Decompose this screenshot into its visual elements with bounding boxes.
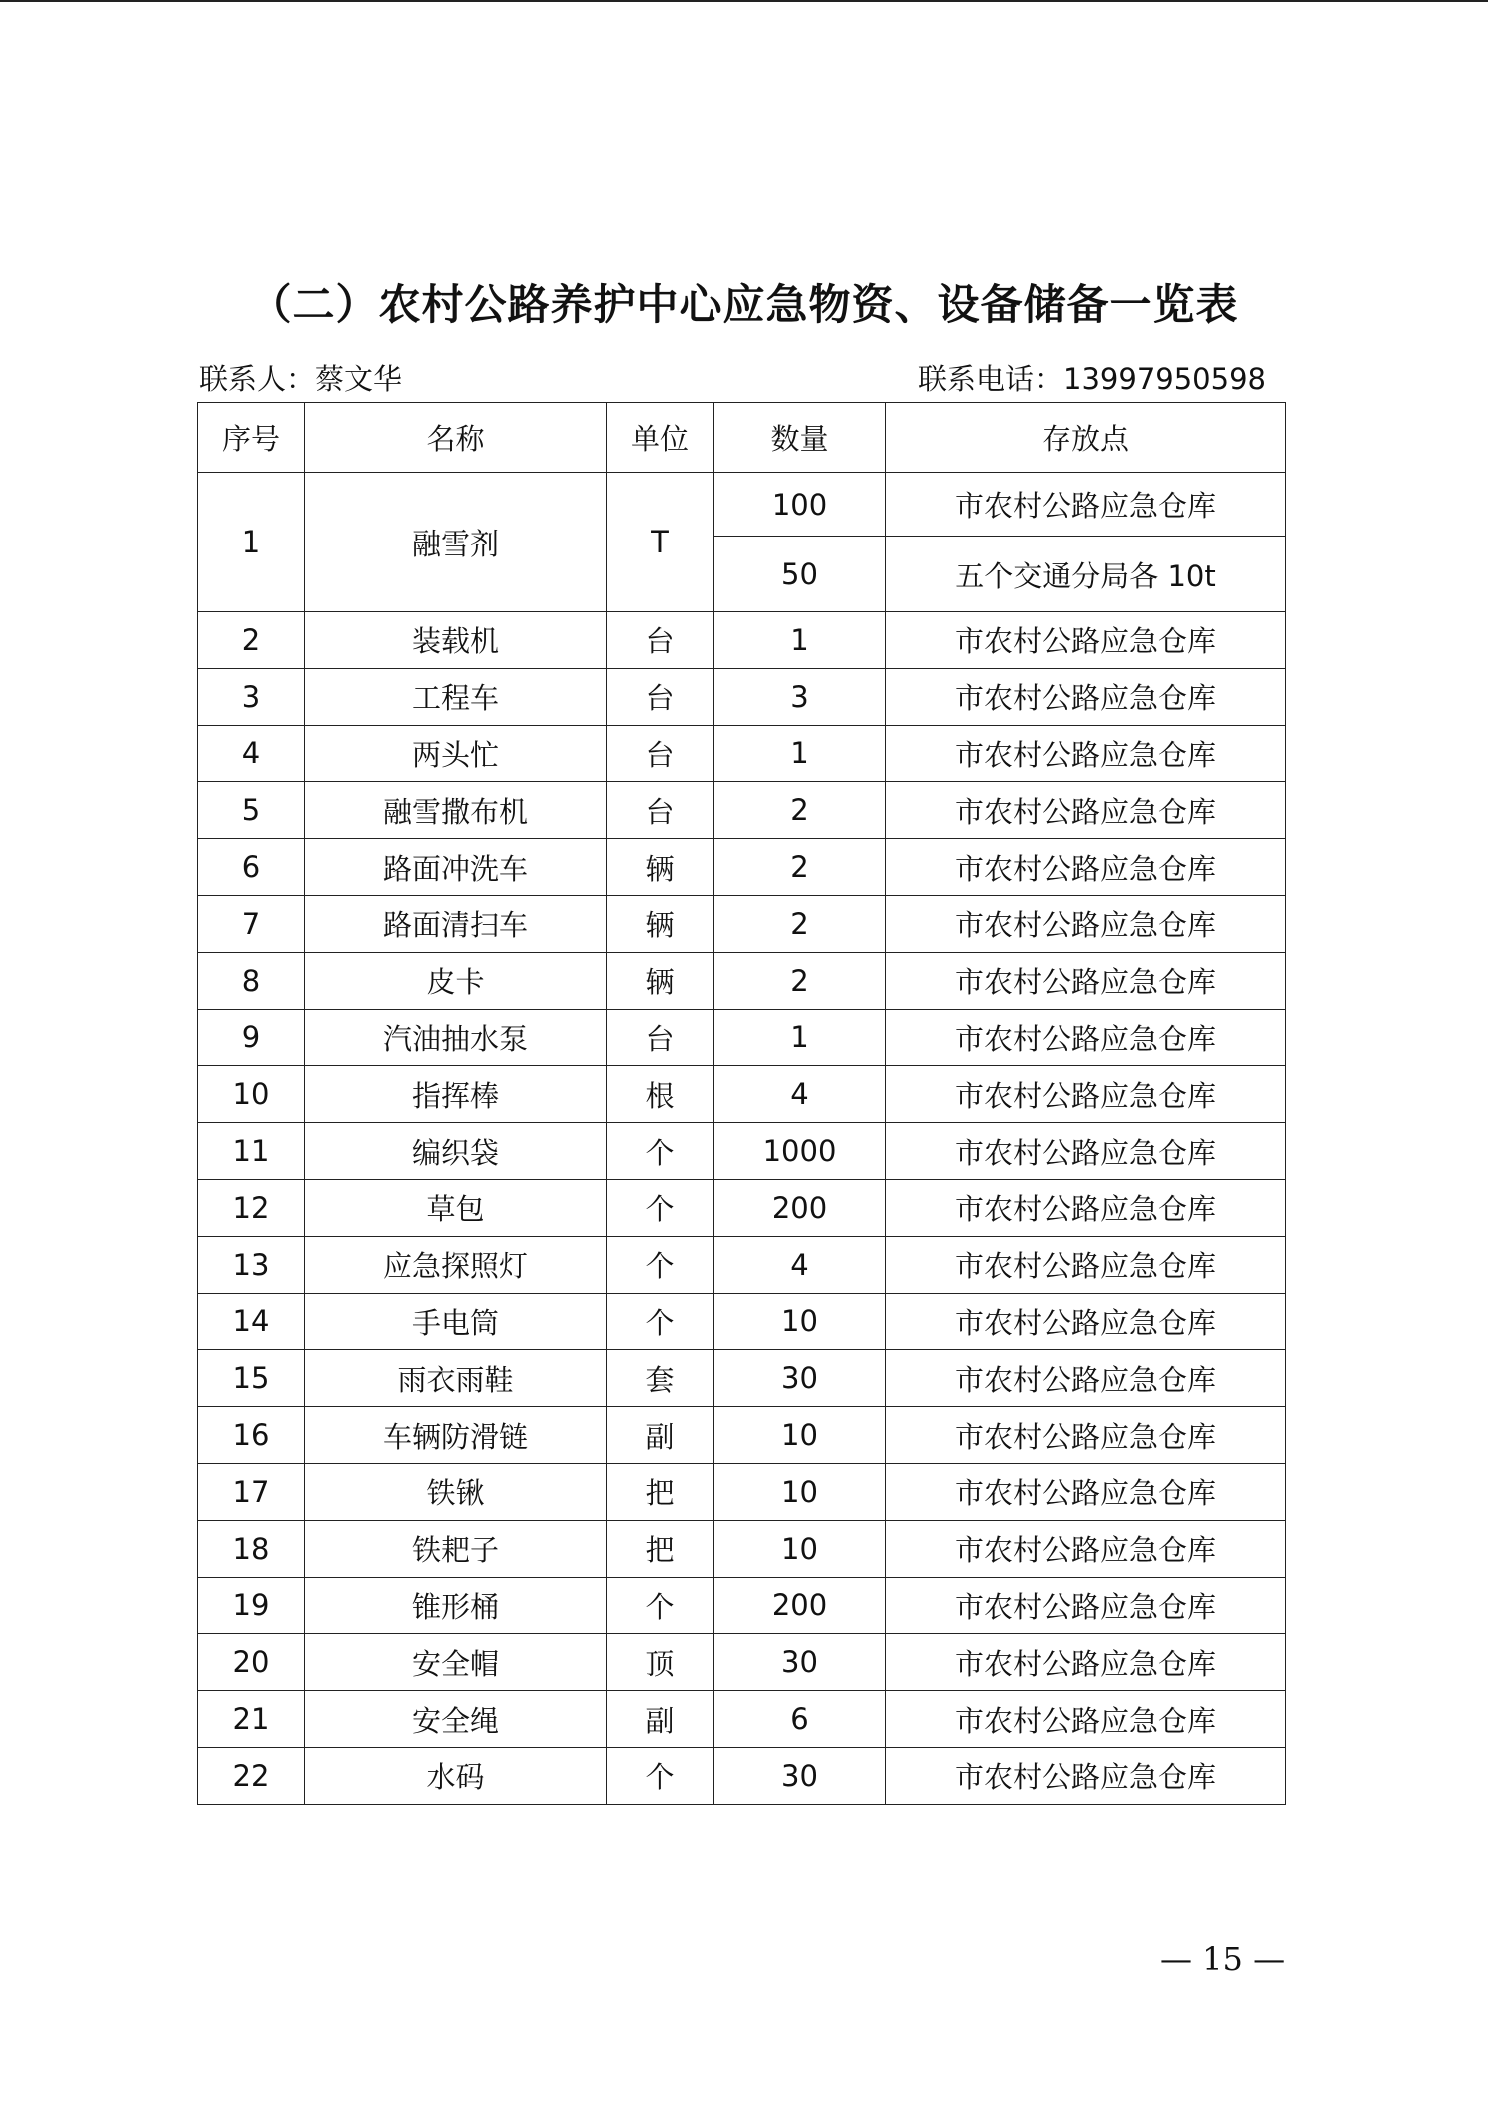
- table-row: [198, 895, 1286, 952]
- cell-unit: 套: [607, 1350, 714, 1407]
- cell-location: 市农村公路应急仓库: [886, 782, 1286, 839]
- cell-name: 铁锹: [305, 1463, 607, 1520]
- cell-no: 17: [198, 1463, 305, 1520]
- cell-quantity: 1: [714, 725, 886, 782]
- cell-quantity: 1000: [714, 1123, 886, 1180]
- cell-unit: 台: [607, 782, 714, 839]
- page-title: （二）农村公路养护中心应急物资、设备储备一览表: [249, 280, 1239, 329]
- cell-name: 安全帽: [305, 1634, 607, 1691]
- cell-location: 市农村公路应急仓库: [886, 1691, 1286, 1748]
- cell-no: 12: [198, 1179, 305, 1236]
- cell-unit: 副: [607, 1691, 714, 1748]
- table-row: [198, 473, 1286, 537]
- cell-quantity: 100: [714, 473, 886, 537]
- cell-unit: 根: [607, 1066, 714, 1123]
- table-row: [198, 1407, 1286, 1464]
- cell-quantity: 10: [714, 1520, 886, 1577]
- cell-unit: 辆: [607, 839, 714, 896]
- table-row: [198, 1066, 1286, 1123]
- cell-location: 市农村公路应急仓库: [886, 612, 1286, 669]
- cell-name: 汽油抽水泵: [305, 1009, 607, 1066]
- cell-no: 22: [198, 1747, 305, 1804]
- cell-quantity: 1: [714, 1009, 886, 1066]
- cell-location: 市农村公路应急仓库: [886, 1123, 1286, 1180]
- cell-quantity: 6: [714, 1691, 886, 1748]
- cell-location: 市农村公路应急仓库: [886, 1350, 1286, 1407]
- cell-name: 铁耙子: [305, 1520, 607, 1577]
- cell-unit: 辆: [607, 952, 714, 1009]
- cell-location: 市农村公路应急仓库: [886, 725, 1286, 782]
- top-border-line: [0, 0, 1488, 2]
- cell-quantity: 2: [714, 839, 886, 896]
- cell-no: 18: [198, 1520, 305, 1577]
- cell-name: 车辆防滑链: [305, 1407, 607, 1464]
- page-number: — 15 —: [1160, 1940, 1286, 1978]
- cell-quantity: 2: [714, 952, 886, 1009]
- cell-location: 市农村公路应急仓库: [886, 1520, 1286, 1577]
- cell-location: 市农村公路应急仓库: [886, 1407, 1286, 1464]
- table-row: [198, 725, 1286, 782]
- cell-no: 15: [198, 1350, 305, 1407]
- table-row: [198, 1747, 1286, 1804]
- cell-quantity: 30: [714, 1634, 886, 1691]
- table-row: [198, 668, 1286, 725]
- cell-no: 6: [198, 839, 305, 896]
- table-row: [198, 1691, 1286, 1748]
- table-row: [198, 1179, 1286, 1236]
- cell-quantity: 30: [714, 1747, 886, 1804]
- header-cell-no: 序号: [198, 403, 305, 473]
- cell-quantity: 30: [714, 1350, 886, 1407]
- cell-unit: 台: [607, 1009, 714, 1066]
- cell-location: 市农村公路应急仓库: [886, 1179, 1286, 1236]
- cell-unit: 台: [607, 668, 714, 725]
- cell-no: 2: [198, 612, 305, 669]
- cell-quantity: 200: [714, 1577, 886, 1634]
- cell-name: 雨衣雨鞋: [305, 1350, 607, 1407]
- cell-name: 指挥棒: [305, 1066, 607, 1123]
- cell-no: 14: [198, 1293, 305, 1350]
- cell-unit: 个: [607, 1577, 714, 1634]
- table-row: [198, 952, 1286, 1009]
- cell-location: 五个交通分局各 10t: [886, 537, 1286, 612]
- header-cell-unit: 单位: [607, 403, 714, 473]
- cell-unit: 个: [607, 1236, 714, 1293]
- cell-location: 市农村公路应急仓库: [886, 1009, 1286, 1066]
- table-row: [198, 1009, 1286, 1066]
- contact-phone: 联系电话：13997950598: [918, 362, 1266, 396]
- cell-no: 7: [198, 895, 305, 952]
- cell-no: 9: [198, 1009, 305, 1066]
- table-header-row: [198, 403, 1286, 473]
- table-row: [198, 1350, 1286, 1407]
- inventory-table: [197, 402, 1286, 1805]
- table-row: [198, 1577, 1286, 1634]
- cell-name: 融雪剂: [305, 473, 607, 612]
- cell-unit: 个: [607, 1747, 714, 1804]
- cell-no: 3: [198, 668, 305, 725]
- cell-unit: 把: [607, 1520, 714, 1577]
- cell-quantity: 4: [714, 1236, 886, 1293]
- cell-unit: 个: [607, 1293, 714, 1350]
- cell-unit: 辆: [607, 895, 714, 952]
- cell-location: 市农村公路应急仓库: [886, 895, 1286, 952]
- cell-location: 市农村公路应急仓库: [886, 1293, 1286, 1350]
- table-row: [198, 1463, 1286, 1520]
- cell-no: 8: [198, 952, 305, 1009]
- cell-location: 市农村公路应急仓库: [886, 1577, 1286, 1634]
- cell-name: 草包: [305, 1179, 607, 1236]
- cell-name: 装载机: [305, 612, 607, 669]
- cell-quantity: 200: [714, 1179, 886, 1236]
- cell-unit: 台: [607, 725, 714, 782]
- cell-no: 4: [198, 725, 305, 782]
- cell-name: 水码: [305, 1747, 607, 1804]
- cell-quantity: 3: [714, 668, 886, 725]
- cell-unit: T: [607, 473, 714, 612]
- cell-location: 市农村公路应急仓库: [886, 1634, 1286, 1691]
- cell-location: 市农村公路应急仓库: [886, 1463, 1286, 1520]
- table-row: [198, 782, 1286, 839]
- cell-no: 11: [198, 1123, 305, 1180]
- cell-no: 21: [198, 1691, 305, 1748]
- cell-no: 19: [198, 1577, 305, 1634]
- header-cell-location: 存放点: [886, 403, 1286, 473]
- cell-name: 应急探照灯: [305, 1236, 607, 1293]
- cell-unit: 顶: [607, 1634, 714, 1691]
- cell-location: 市农村公路应急仓库: [886, 473, 1286, 537]
- table-row: [198, 1123, 1286, 1180]
- contact-person: 联系人：蔡文华: [199, 362, 403, 396]
- table-row: [198, 1520, 1286, 1577]
- cell-location: 市农村公路应急仓库: [886, 1066, 1286, 1123]
- cell-unit: 副: [607, 1407, 714, 1464]
- cell-unit: 个: [607, 1179, 714, 1236]
- cell-name: 路面清扫车: [305, 895, 607, 952]
- cell-quantity: 10: [714, 1407, 886, 1464]
- cell-name: 锥形桶: [305, 1577, 607, 1634]
- table-row: [198, 839, 1286, 896]
- cell-quantity: 50: [714, 537, 886, 612]
- cell-name: 安全绳: [305, 1691, 607, 1748]
- cell-name: 编织袋: [305, 1123, 607, 1180]
- cell-name: 融雪撒布机: [305, 782, 607, 839]
- header-cell-name: 名称: [305, 403, 607, 473]
- cell-location: 市农村公路应急仓库: [886, 952, 1286, 1009]
- cell-unit: 个: [607, 1123, 714, 1180]
- cell-unit: 把: [607, 1463, 714, 1520]
- header-cell-quantity: 数量: [714, 403, 886, 473]
- cell-location: 市农村公路应急仓库: [886, 839, 1286, 896]
- cell-name: 工程车: [305, 668, 607, 725]
- cell-no: 5: [198, 782, 305, 839]
- cell-quantity: 10: [714, 1463, 886, 1520]
- cell-no: 10: [198, 1066, 305, 1123]
- cell-name: 路面冲洗车: [305, 839, 607, 896]
- table-row: [198, 1293, 1286, 1350]
- cell-quantity: 2: [714, 895, 886, 952]
- table-row: [198, 1236, 1286, 1293]
- cell-quantity: 1: [714, 612, 886, 669]
- cell-location: 市农村公路应急仓库: [886, 1236, 1286, 1293]
- cell-name: 两头忙: [305, 725, 607, 782]
- table-row: [198, 612, 1286, 669]
- cell-no: 13: [198, 1236, 305, 1293]
- cell-name: 手电筒: [305, 1293, 607, 1350]
- cell-location: 市农村公路应急仓库: [886, 668, 1286, 725]
- cell-quantity: 10: [714, 1293, 886, 1350]
- cell-no: 1: [198, 473, 305, 612]
- cell-quantity: 2: [714, 782, 886, 839]
- cell-unit: 台: [607, 612, 714, 669]
- cell-no: 20: [198, 1634, 305, 1691]
- cell-name: 皮卡: [305, 952, 607, 1009]
- cell-quantity: 4: [714, 1066, 886, 1123]
- cell-location: 市农村公路应急仓库: [886, 1747, 1286, 1804]
- table-row: [198, 1634, 1286, 1691]
- cell-no: 16: [198, 1407, 305, 1464]
